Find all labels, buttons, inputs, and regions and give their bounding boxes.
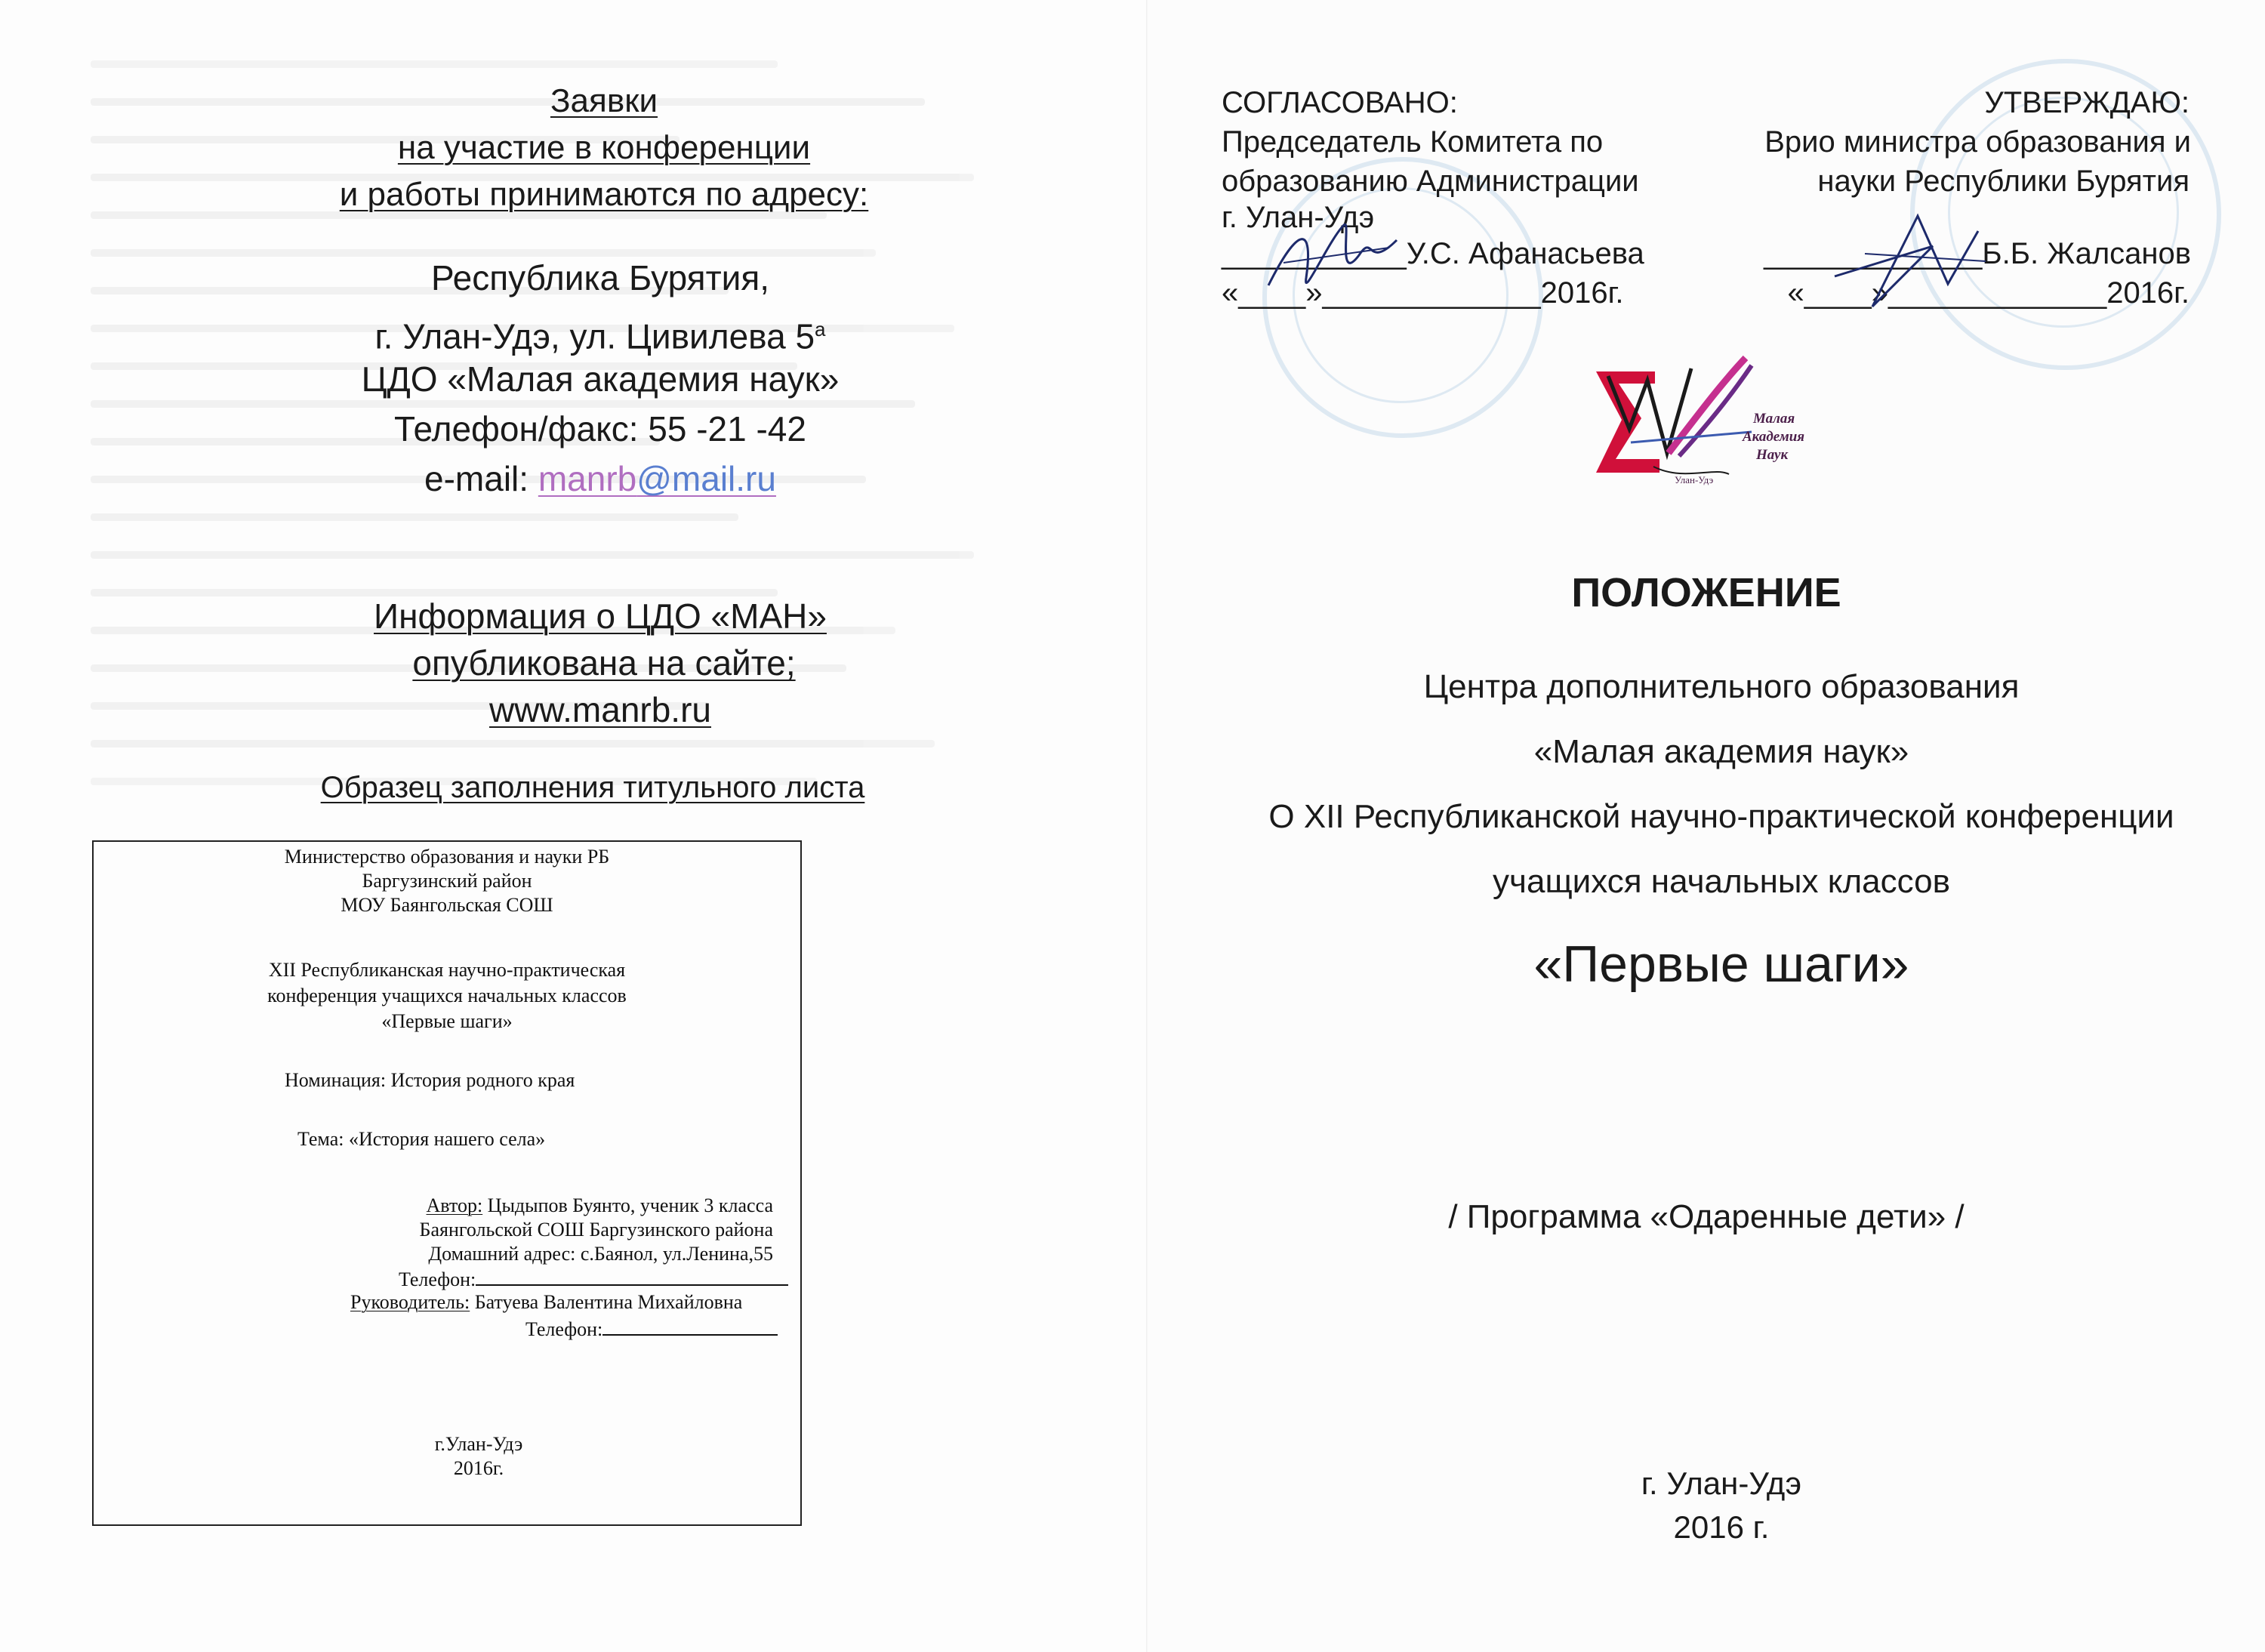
agreed-line-3: г. Улан-Удэ [1222,201,1375,234]
sample-school: МОУ Баянгольская СОШ [341,894,553,916]
email-user: manrb [538,459,637,498]
subtitle-line-3: О XII Республиканской научно-практической конференции [1268,798,2174,835]
logo-text-line-2: Академия [1743,429,1805,445]
man-logo [1586,353,1827,504]
sample-conference-name: «Первые шаги» [381,1010,513,1032]
address-superscript: а [815,318,826,341]
sample-year: 2016г. [453,1457,504,1479]
agreed-signature-line: ___________У.С. Афанасьева [1222,237,1644,270]
sample-district: Баргузинский район [362,870,532,892]
sample-phone-2-label: Телефон: [525,1318,603,1340]
sample-school-line: Баянгольской СОШ Баргузинского района [419,1219,773,1241]
agreed-heading: СОГЛАСОВАНО: [1222,86,1458,119]
subtitle-line-4: учащихся начальных классов [1493,863,1950,900]
applications-heading-line-2: на участие в конференции [397,129,811,166]
website-link[interactable]: www.manrb.ru [489,690,711,729]
logo-text-line-3: Наук [1756,447,1789,463]
approved-heading: УТВЕРЖДАЮ: [1984,86,2190,119]
address-org: ЦДО «Малая академия наук» [361,359,840,399]
sample-phone-2-blank [602,1316,778,1336]
email-link[interactable] [538,459,776,498]
address-region: Республика Бурятия, [430,258,770,297]
approved-line-1: Врио министра образования и [1764,125,2191,159]
subtitle-line-1: Центра дополнительного образования [1423,668,2020,705]
approved-signature-line: _____________Б.Б. Жалсанов [1764,237,2191,270]
sample-phone-label: Телефон: [399,1268,476,1290]
sample-author-value: Цыдыпов Буянто, ученик 3 класса [482,1194,773,1216]
program-line: / Программа «Одаренные дети» / [1448,1198,1965,1235]
address-street [0,305,1200,360]
sample-phone-2 [525,1316,778,1342]
city-line: г. Улан-Удэ [1641,1466,1802,1501]
approved-date-line: «____»_____________2016г. [1787,276,2190,310]
address-phone: Телефон/факс: 55 -21 -42 [394,409,806,448]
agreed-date-line: «____»_____________2016г. [1222,276,1624,310]
sample-phone [399,1266,788,1292]
info-heading-line-2: опубликована на сайте; [412,643,796,683]
signature-afanasyeva [1253,195,1404,316]
document-title: ПОЛОЖЕНИЕ [1571,570,1841,615]
email-domain: @mail.ru [636,459,776,498]
agreed-line-2: образованию Администрации [1222,165,1639,198]
info-heading-line-1: Информация о ЦДО «МАН» [374,596,827,636]
sample-caption: Образец заполнения титульного листа [320,771,865,804]
email-line [0,455,1200,503]
sample-supervisor-label: Руководитель: [350,1291,470,1313]
year-line: 2016 г. [1673,1509,1770,1545]
sample-author-label: Автор: [426,1194,483,1216]
agreed-line-1: Председатель Комитета по [1222,125,1604,159]
sample-ministry: Министерство образования и науки РБ [284,846,610,868]
logo-text-city: Улан-Удэ [1675,474,1714,485]
sample-author [427,1194,773,1218]
title-page-sample [92,840,802,1526]
sample-supervisor [350,1290,742,1315]
sample-home-address: Домашний адрес: с.Баянол, ул.Ленина,55 [428,1243,773,1265]
applications-heading-line-1: Заявки [550,82,658,119]
sample-conference-line-2: конференция учащихся начальных классов [267,985,627,1006]
event-name: «Первые шаги» [1533,935,1909,993]
approved-line-2: науки Республики Бурятия [1817,165,2190,198]
sample-city: г.Улан-Удэ [434,1433,523,1455]
applications-heading-line-3: и работы принимаются по адресу: [339,176,869,213]
logo-text-line-1: Малая [1753,411,1795,427]
email-label: e-mail: [424,459,538,498]
sample-nomination: Номинация: История родного края [285,1069,575,1091]
sample-phone-blank [476,1266,788,1286]
sample-conference-line-1: XII Республиканская научно-практическая [268,959,626,981]
address-street-text: г. Улан-Удэ, ул. Цивилева 5 [374,316,815,356]
sample-supervisor-value: Батуева Валентина Михайловна [470,1291,743,1313]
sample-topic: Тема: «История нашего села» [297,1128,546,1150]
signature-zhalsanov [1827,201,1993,322]
subtitle-line-2: «Малая академия наук» [1533,733,1909,770]
